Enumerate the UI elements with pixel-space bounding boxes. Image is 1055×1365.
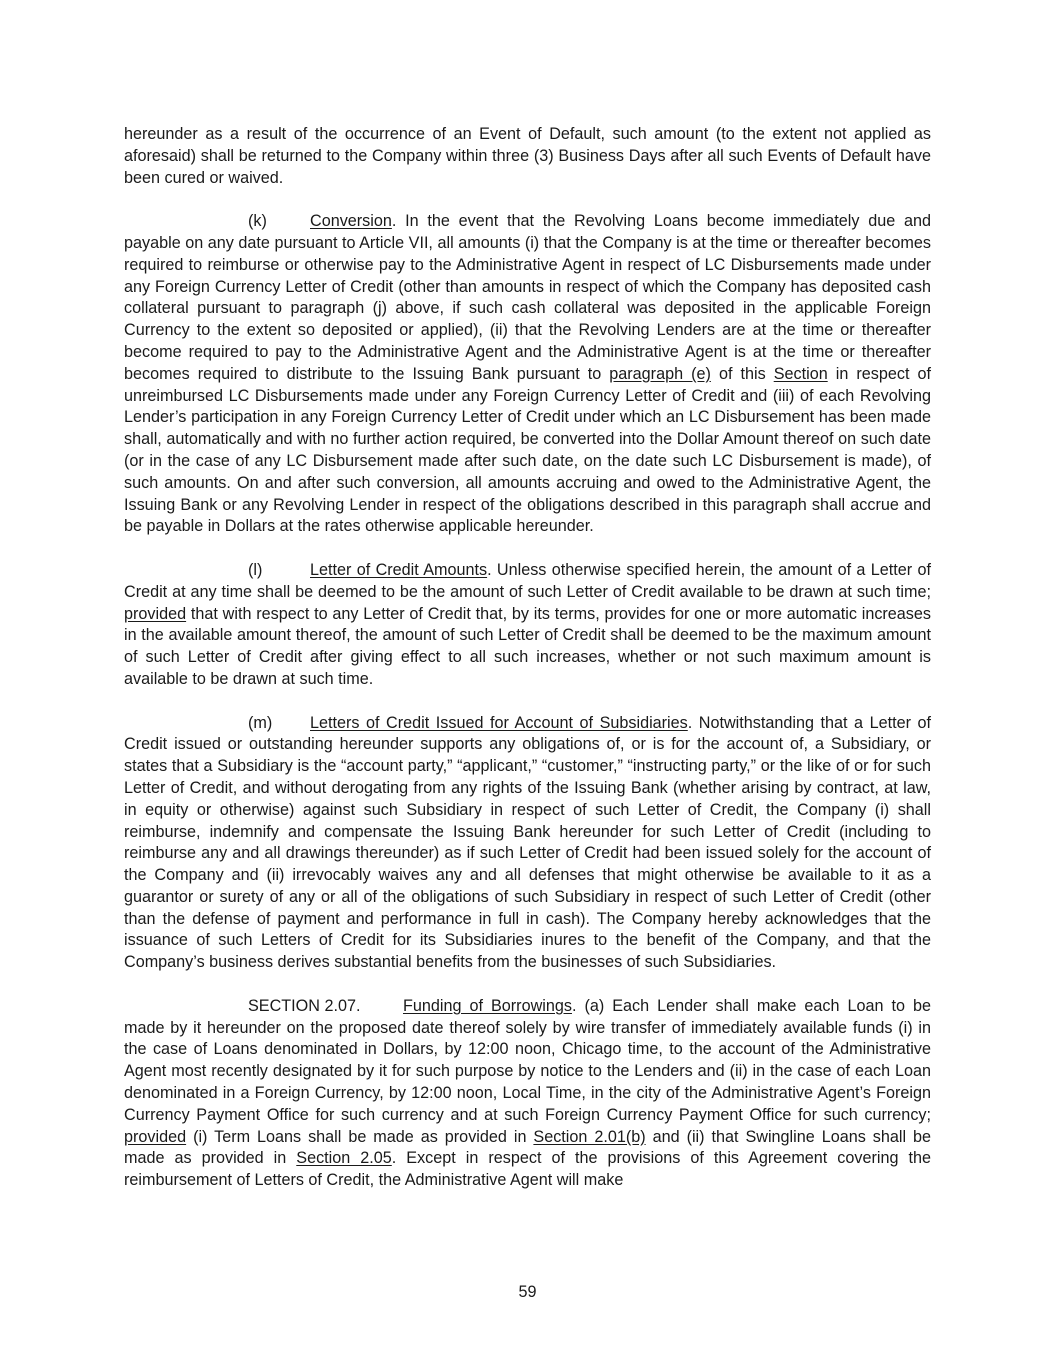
paragraph-e-reference: paragraph (e) xyxy=(609,364,711,383)
section-2-07-heading: Funding of Borrowings xyxy=(403,996,572,1015)
paragraph-k xyxy=(124,211,931,538)
provided-term: provided xyxy=(124,1127,187,1146)
paragraph-m-marker: (m) xyxy=(248,713,273,732)
section-reference: Section xyxy=(773,364,828,383)
paragraph-m-text-1: . Notwithstanding that a Letter of Credit issued or outstanding hereunder supports any obligations of, or is for the account of, a Subsidiary, or states that a Subsidiary is the “account party,” “applicant,” “customer,” “instructing party,” or the like of or for such Letter of Credit, and without derogating from any rights of the Issuing Bank (whether arising by contract, at law, in equity or otherwise) against such Subsidiary in respect of such Letter of Credit, the Company (i) shall reimburse, indemnify and compensate the Issuing Bank hereunder for such Letter of Credit (including to reimburse any and all drawings thereunder) as if such Letter of Credit had been issued solely for the account of the Company and (ii) irrevocably waives any and all defenses that might otherwise be available to it as a guarantor or surety of any or all of the obligations of such Subsidiary in respect of such Letter of Credit (other than the defense of payment and performance in full in cash). The Company hereby acknowledges that the issuance of such Letters of Credit for its Subsidiaries inures to the benefit of the Company, and that the Company’s business derives substantial benefits from the businesses of such Subsidiaries. xyxy=(124,713,932,972)
provided-term: provided xyxy=(124,604,187,623)
paragraph-l-heading: Letter of Credit Amounts xyxy=(310,560,488,579)
document-page xyxy=(124,124,931,1214)
paragraph-l-text-2: that with respect to any Letter of Credit that, by its terms, provides for one or more automatic increases in the available amount thereof, the amount of such Letter of Credit shall be deemed to be the maximum amount of such Letter of Credit after giving effect to all such increases, whether or not such maximum amount is available to be drawn at such time. xyxy=(124,604,931,688)
section-2-05-reference: Section 2.05 xyxy=(296,1149,392,1168)
paragraph-l xyxy=(124,560,931,691)
page-number: 59 xyxy=(518,1283,537,1301)
paragraph-k-text-3: in respect of unreimbursed LC Disbursements made under any Foreign Currency Letter of Credit and (iii) of each Revolving Lender’s participation in any Foreign Currency Letter of Credit under which an LC Disbursement has been made shall, automatically and with no further action required, be converted into the Dollar Amount thereof on such date (or in the case of any LC Disbursement made after such date, on the date such LC Disbursement is made), of such amounts. On and after such conversion, all amounts accruing and owed to the Administrative Agent, the Issuing Bank or any Revolving Lender in respect of the obligations described in this paragraph shall accrue and be payable in Dollars at the rates otherwise applicable hereunder. xyxy=(124,364,931,536)
section-2-01b-reference: Section 2.01(b) xyxy=(533,1127,646,1146)
paragraph-m-heading: Letters of Credit Issued for Account of Subsidiaries xyxy=(310,713,688,732)
paragraph-l-text-1: . Unless otherwise specified herein, the amount of a Letter of Credit at any time shall be deemed to be the amount of such Letter of Credit available to be drawn at such time; xyxy=(124,560,931,601)
paragraph-k-text-2: of this xyxy=(710,364,774,383)
paragraph-m xyxy=(124,713,931,975)
section-2-07 xyxy=(124,996,931,1192)
section-2-07-text-3: and (ii) that Swingline Loans shall be made as provided in xyxy=(124,1127,932,1168)
continuation-paragraph: hereunder as a result of the occurrence of an Event of Default, such amount (to the extent not applied as aforesaid) shall be returned to the Company within three (3) Business Days after all such Events of Default have been cured or waived. xyxy=(124,125,931,187)
section-2-07-text-2: (i) Term Loans shall be made as provided in xyxy=(186,1127,534,1146)
section-2-07-label: SECTION 2.07. xyxy=(248,996,361,1015)
paragraph-k-heading: Conversion xyxy=(310,212,392,231)
section-2-07-text-1: . (a) Each Lender shall make each Loan to be made by it hereunder on the proposed date thereof solely by wire transfer of immediately available funds (i) in the case of Loans denominated in Dollars, by 12:00 noon, Chicago time, to the account of the Administrative Agent most recently designated by it for such purpose by notice to the Lenders and (ii) in the case of each Loan denominated in a Foreign Currency, by 12:00 noon, Local Time, in the city of the Administrative Agent’s Foreign Currency Payment Office for such currency and at such Foreign Currency Payment Office for such currency; xyxy=(124,996,931,1124)
section-2-07-text-4: . Except in respect of the provisions of this Agreement covering the reimbursement of Letters of Credit, the Administrative Agent will make xyxy=(124,1149,931,1190)
paragraph-k-marker: (k) xyxy=(248,212,267,231)
paragraph-k-text-1: . In the event that the Revolving Loans become immediately due and payable on any date pursuant to Article VII, all amounts (i) that the Company is at the time or thereafter becomes required to reimburse or otherwise pay to the Administrative Agent in respect of LC Disbursements made under any Foreign Currency Letter of Credit (other than amounts in respect of which the Company has deposited cash collateral pursuant to paragraph (j) above, if such cash collateral was deposited in the applicable Foreign Currency to the extent so deposited or applied), (ii) that the Revolving Lenders are at the time or thereafter become required to pay to the Administrative Agent and the Administrative Agent is at the time or thereafter becomes required to distribute to the Issuing Bank pursuant to xyxy=(124,212,931,383)
paragraph-l-marker: (l) xyxy=(248,560,263,579)
